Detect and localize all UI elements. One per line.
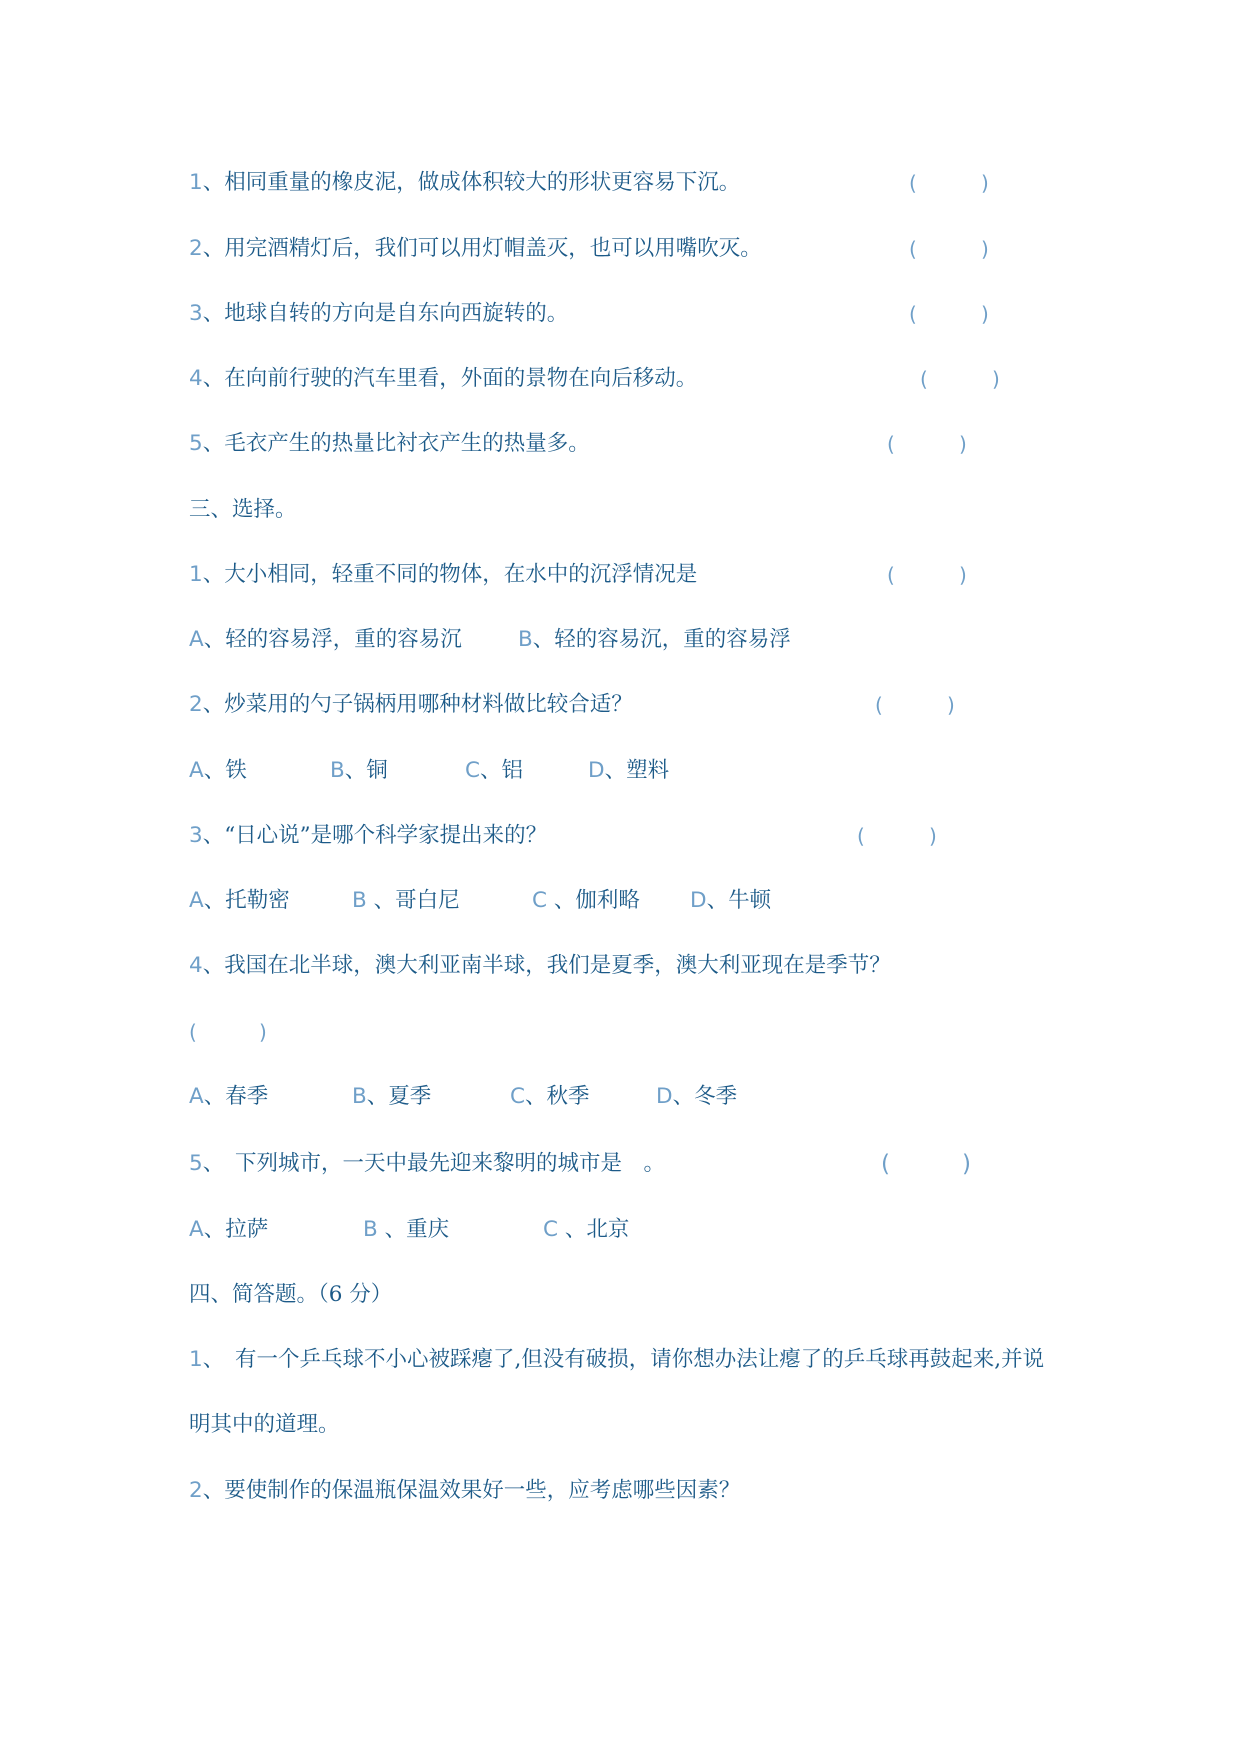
option-letter: B xyxy=(363,1217,378,1242)
answer-paren-close: ) xyxy=(947,693,955,717)
option-c xyxy=(532,888,640,914)
option-text: 、托勒密 xyxy=(203,888,290,913)
answer-paren-close: ) xyxy=(959,432,967,456)
answer-paren-close: ) xyxy=(981,302,989,326)
answer-paren-close: ) xyxy=(259,1020,267,1044)
option-text: 、重庆 xyxy=(377,1217,450,1242)
question-number: 2 xyxy=(189,692,203,717)
question-number: 4 xyxy=(189,953,203,978)
option-text: 、冬季 xyxy=(672,1084,738,1109)
question-text: 、 下列城市，一天中最先迎来黎明的城市是 。 xyxy=(202,1151,665,1176)
item-number: 3 xyxy=(189,301,203,326)
choice-question-2 xyxy=(189,692,633,718)
item-number: 5 xyxy=(189,431,203,456)
item-text: 、在向前行驶的汽车里看，外面的景物在向后移动。 xyxy=(202,366,698,391)
answer-paren-open: ( xyxy=(920,367,928,391)
option-letter: B xyxy=(330,758,345,783)
option-b xyxy=(352,1084,431,1110)
answer-paren-close: ) xyxy=(929,824,937,848)
question-number: 5 xyxy=(189,1151,203,1176)
option-a xyxy=(189,1084,268,1110)
item-number: 2 xyxy=(189,236,203,261)
answer-paren-open: ( xyxy=(887,432,895,456)
option-letter: B xyxy=(518,627,533,652)
option-text: 、塑料 xyxy=(604,758,670,783)
answer-paren-open: ( xyxy=(881,1151,890,1177)
option-a xyxy=(189,627,462,653)
item-number: 1 xyxy=(189,170,203,195)
option-a xyxy=(189,1217,268,1243)
option-letter: B xyxy=(352,888,367,913)
option-b xyxy=(363,1217,449,1243)
question-text: 、大小相同，轻重不同的物体，在水中的沉浮情况是 xyxy=(202,562,698,587)
question-number: 3 xyxy=(189,823,203,848)
answer-paren-open: ( xyxy=(887,563,895,587)
judgement-item-4 xyxy=(189,366,697,392)
choice-question-1 xyxy=(189,562,697,588)
choice-question-5 xyxy=(189,1151,665,1177)
option-text: 、轻的容易浮，重的容易沉 xyxy=(203,627,462,652)
option-letter: D xyxy=(588,758,605,783)
option-text: 、轻的容易沉，重的容易浮 xyxy=(532,627,791,652)
option-text: 、牛顿 xyxy=(706,888,772,913)
question-number: 1 xyxy=(189,562,203,587)
answer-paren-close: ) xyxy=(959,563,967,587)
answer-paren-close: ) xyxy=(981,237,989,261)
option-letter: B xyxy=(352,1084,367,1109)
question-text: 、我国在北半球，澳大利亚南半球，我们是夏季，澳大利亚现在是季节？ xyxy=(202,953,891,978)
option-letter: C xyxy=(532,888,548,913)
choice-question-3 xyxy=(189,823,547,849)
item-text: 、相同重量的橡皮泥，做成体积较大的形状更容易下沉。 xyxy=(202,170,741,195)
judgement-item-3 xyxy=(189,301,568,327)
option-letter: A xyxy=(189,627,204,652)
option-a xyxy=(189,888,290,914)
question-text: 、要使制作的保温瓶保温效果好一些，应考虑哪些因素？ xyxy=(202,1478,741,1503)
item-number: 4 xyxy=(189,366,203,391)
answer-paren-close: ) xyxy=(992,367,1000,391)
option-d xyxy=(690,888,771,914)
option-text: 、春季 xyxy=(203,1084,269,1109)
item-text: 、毛衣产生的热量比衬衣产生的热量多。 xyxy=(202,431,590,456)
option-letter: C xyxy=(510,1084,526,1109)
option-text: 、夏季 xyxy=(366,1084,432,1109)
section-heading-choice: 三、选择。 xyxy=(189,497,297,522)
option-letter: A xyxy=(189,888,204,913)
judgement-item-2 xyxy=(189,236,762,262)
short-answer-question-2 xyxy=(189,1478,740,1504)
option-letter: A xyxy=(189,1084,204,1109)
option-text: 、北京 xyxy=(558,1217,630,1242)
section-heading-short-answer: 四、简答题。（6 分） xyxy=(189,1282,393,1307)
short-answer-question-1 xyxy=(189,1347,1044,1373)
option-text: 、秋季 xyxy=(525,1084,590,1109)
question-text: 、炒菜用的勺子锅柄用哪种材料做比较合适？ xyxy=(202,692,633,717)
option-text: 、铝 xyxy=(480,758,524,783)
item-text: 、用完酒精灯后，我们可以用灯帽盖灭，也可以用嘴吹灭。 xyxy=(202,236,762,261)
answer-paren-close: ) xyxy=(962,1151,971,1177)
option-c xyxy=(510,1084,590,1110)
item-text: 、地球自转的方向是自东向西旋转的。 xyxy=(202,301,569,326)
answer-paren-open: ( xyxy=(909,237,917,261)
option-text: 、拉萨 xyxy=(203,1217,269,1242)
option-text: 、铜 xyxy=(344,758,388,783)
question-number: 2 xyxy=(189,1478,203,1503)
answer-paren-open: ( xyxy=(189,1020,197,1044)
answer-paren-close: ) xyxy=(981,171,989,195)
option-letter: A xyxy=(189,1217,204,1242)
option-letter: C xyxy=(543,1217,559,1242)
option-d xyxy=(656,1084,737,1110)
option-text: 、伽利略 xyxy=(547,888,640,913)
option-letter: D xyxy=(656,1084,673,1109)
option-b xyxy=(330,758,388,784)
answer-paren-open: ( xyxy=(909,302,917,326)
answer-paren-open: ( xyxy=(857,824,865,848)
judgement-item-5 xyxy=(189,431,590,457)
choice-question-4 xyxy=(189,953,891,979)
option-letter: C xyxy=(465,758,481,783)
option-c xyxy=(465,758,523,784)
question-text: 、“日心说”是哪个科学家提出来的？ xyxy=(202,823,548,848)
answer-paren-open: ( xyxy=(875,693,883,717)
option-c xyxy=(543,1217,629,1243)
answer-paren-open: ( xyxy=(909,171,917,195)
option-b xyxy=(518,627,791,653)
option-d xyxy=(588,758,669,784)
judgement-item-1 xyxy=(189,170,740,196)
question-number: 1 xyxy=(189,1347,203,1372)
question-text: 、 有一个乒乓球不小心被踩瘪了,但没有破损，请你想办法让瘪了的乒乓球再鼓起来,并说 xyxy=(202,1347,1045,1372)
option-a xyxy=(189,758,247,784)
option-text: 、哥白尼 xyxy=(366,888,460,913)
option-letter: A xyxy=(189,758,204,783)
option-b xyxy=(352,888,460,914)
option-text: 、铁 xyxy=(203,758,247,783)
short-answer-question-1-continued: 明其中的道理。 xyxy=(189,1412,340,1437)
option-letter: D xyxy=(690,888,707,913)
